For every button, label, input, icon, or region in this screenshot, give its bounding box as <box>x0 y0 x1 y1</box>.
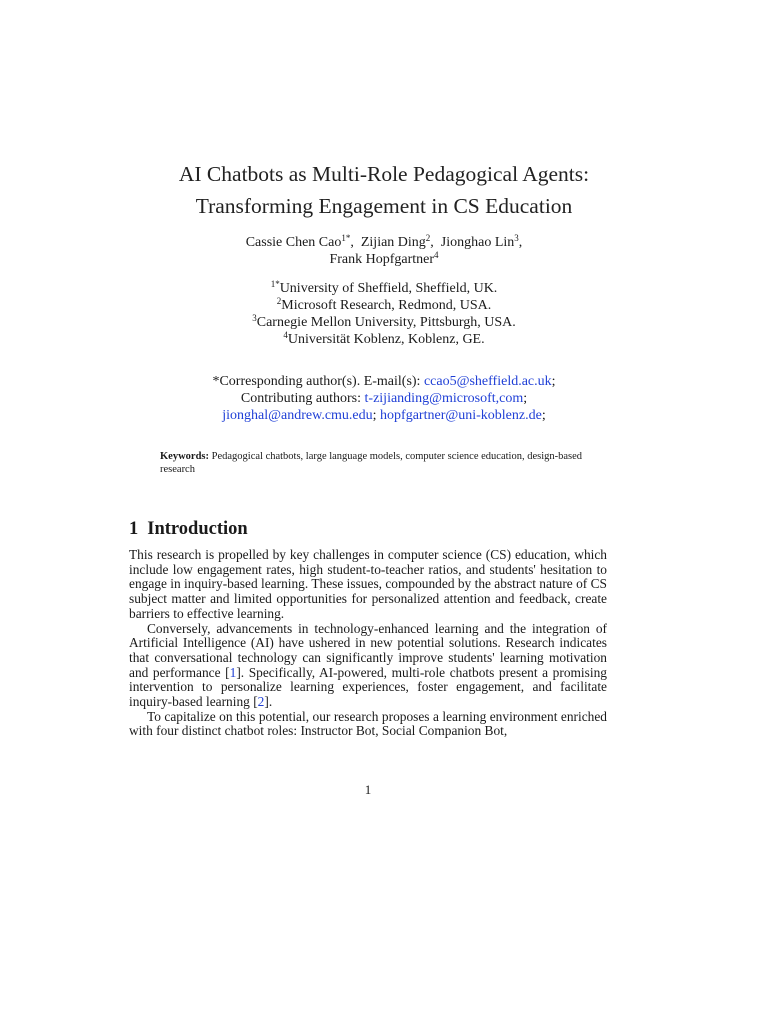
corresponding-label: *Corresponding author(s). E-mail(s): <box>212 374 421 389</box>
section-body <box>129 548 607 739</box>
paragraph: This research is propelled by key challenges in computer science (CS) education, which include low engagement rates, high student-to-teacher ratios, and students' hesitation to engage in inquiry-based learning. These issues, compounded by the abstract nature of CS subject matter and limited opportunities for personalized attention and feedback, create barriers to effective learning. <box>129 547 607 621</box>
paragraph: To capitalize on this potential, our research proposes a learning environment enriched with four distinct chatbot roles: Instructor Bot, Social Companion Bot, <box>129 708 607 739</box>
section-title: Introduction <box>147 519 248 539</box>
author-sup: 2 <box>425 233 431 243</box>
author-name: Cassie Chen Cao <box>245 235 342 250</box>
page-number: 1 <box>364 782 372 797</box>
keywords-label: Keywords: <box>160 451 209 462</box>
citation-link[interactable]: 1 <box>229 664 237 680</box>
affiliation-list <box>100 280 668 348</box>
author-list: Cassie Chen Cao$^{1*}$, Zijian Ding$^2$, Jionghao Lin$^3$, Frank Hopfgartner$^4$ <box>245 233 523 267</box>
title-line-1: AI Chatbots as Multi-Role Pedagogical Agents: <box>178 162 590 186</box>
paper-title <box>100 158 668 222</box>
contributing-label: Contributing authors: <box>240 391 362 406</box>
email-link-hopfgartner[interactable]: hopfgartner@uni-koblenz.de <box>380 408 542 423</box>
email-link-lin[interactable]: jionghal@andrew.cmu.edu <box>222 408 373 423</box>
affiliation: $^4$Universität Koblenz, Koblenz, GE. <box>283 330 485 347</box>
corresponding-email-link[interactable]: ccao5@sheffield.ac.uk <box>423 374 552 389</box>
contact-block: *Corresponding author(s). E-mail(s): ccao5@sheffield.ac.uk; Contributing authors: t-zijianding@microsoft,com; jionghal@andrew.cmu.edu; hopfgartner@uni-koblenz.de; <box>212 374 556 423</box>
email-link-ding[interactable]: t-zijianding@microsoft,com <box>364 391 524 406</box>
affiliation: $^{1*}$University of Sheffield, Sheffield, UK. <box>270 279 498 296</box>
keywords <box>160 450 610 476</box>
keywords-text: Pedagogical chatbots, large language models, computer science education, design-based research <box>160 451 583 475</box>
author-sup: 1* <box>341 233 351 243</box>
author-name: Zijian Ding <box>360 235 426 250</box>
author-sup: 3 <box>514 233 519 243</box>
section-heading <box>129 517 248 541</box>
author-name: Jionghao Lin <box>440 235 515 250</box>
title-line-2: Transforming Engagement in CS Education <box>195 194 573 218</box>
author-name: Frank Hopfgartner <box>329 252 435 267</box>
citation-link[interactable]: 2 <box>257 694 265 710</box>
affiliation: $^2$Microsoft Research, Redmond, USA. <box>276 296 492 313</box>
author-sup: 4 <box>434 250 439 260</box>
paragraph: Conversely, advancements in technology-enhanced learning and the integration of Artificial Intelligence (AI) have ushered in new potential solutions. Research indicates that conversational technology can significantly improve students' learning motivation and performance [1]. Specifically, AI-powered, multi-role chatbots present a promising intervention to personalize learning experiences, foster engagement, and facilitate inquiry-based learning [2]. <box>129 620 607 710</box>
section-number: 1 <box>129 519 139 539</box>
affiliation: $^3$Carnegie Mellon University, Pittsburgh, USA. <box>252 313 516 330</box>
